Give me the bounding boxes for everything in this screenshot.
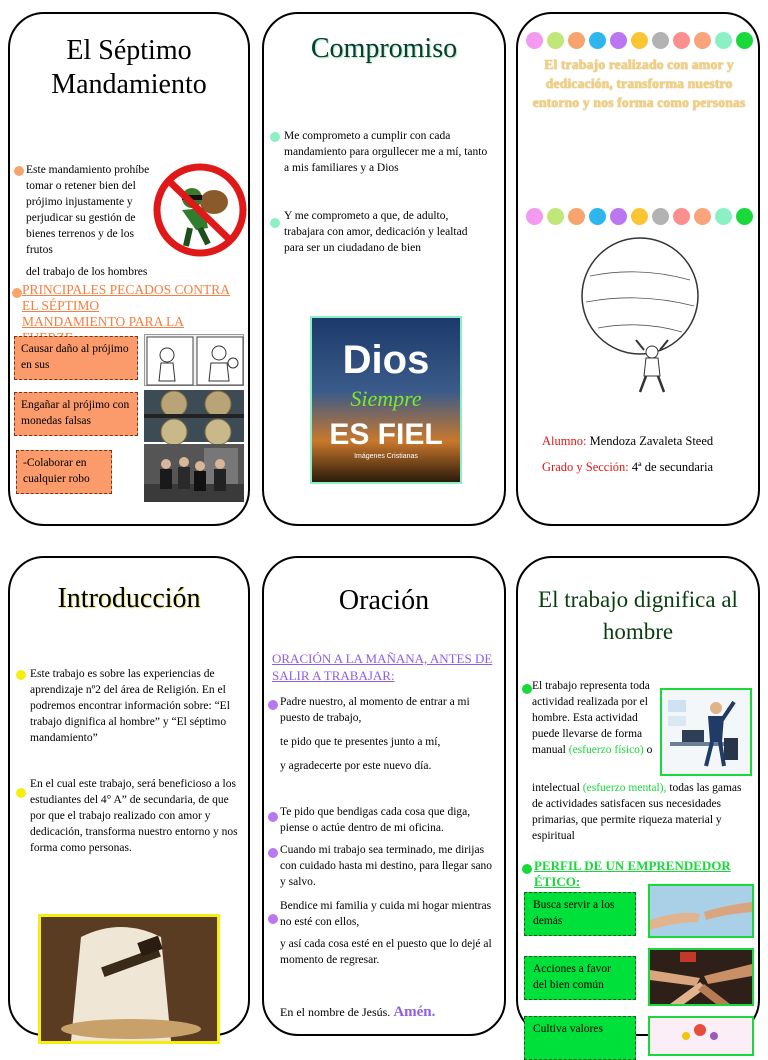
dignifica-p2-green: (esfuerzo mental), bbox=[582, 782, 667, 794]
septimo-panel bbox=[8, 12, 250, 526]
bullet-dot bbox=[16, 788, 26, 798]
decor-dot bbox=[526, 208, 543, 225]
perfil-item: Busca servir a los demás bbox=[524, 892, 636, 936]
oracion-line-5: Cuando mi trabajo sea terminado, me dirijas con cuidado hasta mi destino, para llegar sano y salvo. bbox=[280, 844, 493, 888]
bullet-dot bbox=[268, 914, 278, 924]
perfil-heading: PERFIL DE UN EMPRENDEDOR ÉTICO: bbox=[534, 858, 731, 889]
decor-dot bbox=[652, 208, 669, 225]
dots-row-top bbox=[526, 32, 753, 49]
coins-image bbox=[144, 390, 244, 442]
compromiso-p2: Y me comprometo a que, de adulto, trabajara con amor, dedicación y lealtad para ser un ciudadano de bien bbox=[284, 210, 468, 254]
dignifica-title: El trabajo dignifica al hombre bbox=[538, 587, 738, 644]
dignifica-p1 bbox=[532, 678, 658, 758]
oracion-subtitle: ORACIÓN A LA MAÑANA, ANTES DE SALIR A TRABAJAR: bbox=[272, 651, 493, 683]
oracion-title: Oración bbox=[338, 585, 430, 616]
decor-dot bbox=[568, 208, 585, 225]
image-caption: Imágenes Cristianas bbox=[354, 453, 418, 460]
decor-dot bbox=[568, 32, 585, 49]
image-text-dios: Dios bbox=[342, 338, 430, 382]
decor-dot bbox=[610, 32, 627, 49]
oracion-line-1: Padre nuestro, al momento de entrar a mi puesto de trabajo, bbox=[280, 696, 470, 724]
decor-dot bbox=[547, 208, 564, 225]
oracion-closing bbox=[280, 1002, 494, 1022]
hands-together-photo bbox=[648, 948, 754, 1006]
decor-dot bbox=[547, 32, 564, 49]
perfil-item: Acciones a favor del bien común bbox=[524, 956, 636, 1000]
man-carrying-world-icon bbox=[570, 236, 710, 396]
dignifica-p2-rest: todas las gamas de actividades satisfacen sus necesidades primarias, que permite riqueza material y espiritual bbox=[532, 782, 742, 842]
septimo-intro: Este mandamiento prohíbe tomar o retener bien del prójimo injustamente y perjudicar su gestión de bienes terrenos y de los frutos bbox=[26, 164, 150, 256]
dignifica-p1-end: o bbox=[646, 744, 653, 756]
decor-dot bbox=[694, 208, 711, 225]
grado-label: Grado y Sección: bbox=[542, 460, 629, 474]
decor-dot bbox=[652, 32, 669, 49]
robbery-photo bbox=[144, 444, 244, 502]
compromiso-panel bbox=[262, 12, 506, 526]
bullet-dot bbox=[268, 700, 278, 710]
sin-item: Causar daño al prójimo en sus bbox=[14, 336, 138, 380]
decor-dot bbox=[610, 208, 627, 225]
decor-dot bbox=[526, 32, 543, 49]
oracion-line-7: y así cada cosa esté en el puesto que lo dejé al momento de regresar. bbox=[280, 938, 492, 966]
sins-heading-text-cut: MANDAMIENTO PARA LA bbox=[22, 314, 185, 329]
decor-dot bbox=[589, 32, 606, 49]
bullet-dot bbox=[12, 288, 22, 298]
bullet-dot bbox=[270, 132, 280, 142]
alumno-line bbox=[542, 432, 758, 450]
image-text-es-fiel: ES FIEL bbox=[329, 418, 443, 451]
dignifica-p1-text: El trabajo representa toda actividad realizada por el hombre. Esta actividad puede llevarse de forma manual bbox=[532, 680, 650, 756]
decor-dot bbox=[736, 208, 753, 225]
decor-dot bbox=[736, 32, 753, 49]
bullet-dot bbox=[268, 848, 278, 858]
carpenter-photo bbox=[38, 914, 220, 1044]
introduccion-p1: Este trabajo es sobre las experiencias de aprendizaje nº2 del área de Religión. En el podremos encontrar información sobre: “El trabajo dignifica al hombre” y “El séptimo mandamiento” bbox=[30, 668, 230, 744]
sins-heading-text: PRINCIPALES PECADOS CONTRA EL SÉPTIMO bbox=[22, 282, 231, 313]
dignifica-p1-green: (esfuerzo físico) bbox=[568, 744, 644, 756]
oracion-line-6: Bendice mi familia y cuida mi hogar mientras no esté con ellos, bbox=[280, 900, 492, 928]
bullet-dot bbox=[14, 166, 24, 176]
decor-dot bbox=[631, 32, 648, 49]
oracion-line-3: y agradecerte por este nuevo día. bbox=[280, 760, 432, 772]
introduccion-panel bbox=[8, 556, 250, 1036]
dignifica-p2-start: intelectual bbox=[532, 782, 580, 794]
amen-text: Amén. bbox=[393, 1004, 436, 1020]
office-worker-image bbox=[660, 688, 752, 776]
image-text-siempre: Siempre bbox=[350, 386, 422, 411]
compromiso-title: Compromiso bbox=[310, 33, 458, 64]
grado-value: 4ª de secundaria bbox=[631, 460, 714, 474]
dios-fiel-image bbox=[310, 316, 462, 484]
alumno-label: Alumno: bbox=[542, 434, 587, 448]
oracion-line-2: te pido que te presentes junto a mí, bbox=[280, 736, 441, 748]
introduccion-p2: En el cual este trabajo, será beneficioso a los estudiantes del 4° A” de secundaria, de que por que el trabajo realizado con amor y dedicación, transforma nuestro entorno y nos forma como personas. bbox=[30, 778, 238, 854]
compromiso-p1: Me comprometo a cumplir con cada mandamiento para orgullecer me a mí, tanto a mis familiares y a Dios bbox=[284, 130, 488, 174]
decor-dot bbox=[589, 208, 606, 225]
oracion-panel bbox=[262, 556, 506, 1036]
dots-row-bottom bbox=[526, 208, 753, 225]
bullet-dot bbox=[270, 218, 280, 228]
introduccion-title: Introducción bbox=[57, 583, 201, 614]
decor-dot bbox=[715, 32, 732, 49]
decor-dot bbox=[673, 208, 690, 225]
bullet-dot bbox=[16, 670, 26, 680]
decor-dot bbox=[631, 208, 648, 225]
decor-dot bbox=[673, 32, 690, 49]
bullet-dot bbox=[268, 812, 278, 822]
sins-heading bbox=[22, 282, 232, 329]
values-image bbox=[648, 1016, 754, 1056]
sin-item: Engañar al prójimo con monedas falsas bbox=[14, 392, 138, 436]
alumno-value: Mendoza Zavaleta Steed bbox=[589, 434, 714, 448]
cartoon-image bbox=[144, 334, 244, 386]
septimo-title: El Séptimo Mandamiento bbox=[51, 35, 207, 100]
grado-line bbox=[542, 458, 758, 476]
septimo-intro-tail: del trabajo de los hombres bbox=[26, 264, 246, 280]
dignifica-panel bbox=[516, 556, 760, 1036]
cover-quote: El trabajo realizado con amor y dedicación, transforma nuestro entorno y nos forma como personas bbox=[532, 58, 746, 111]
bullet-dot bbox=[522, 684, 532, 694]
decor-dot bbox=[715, 208, 732, 225]
no-stealing-icon bbox=[152, 162, 248, 258]
cover-panel bbox=[516, 12, 760, 526]
dignifica-p2 bbox=[532, 780, 754, 844]
oracion-line-4: Te pido que bendigas cada cosa que diga, piense o actúe dentro de mi oficina. bbox=[280, 806, 471, 834]
helping-hands-photo bbox=[648, 884, 754, 938]
sin-item: -Colaborar en cualquier robo bbox=[16, 450, 112, 494]
bullet-dot bbox=[522, 864, 532, 874]
decor-dot bbox=[694, 32, 711, 49]
oracion-line-8: En el nombre de Jesús. bbox=[280, 1005, 391, 1019]
perfil-item: Cultiva valores bbox=[524, 1016, 636, 1060]
